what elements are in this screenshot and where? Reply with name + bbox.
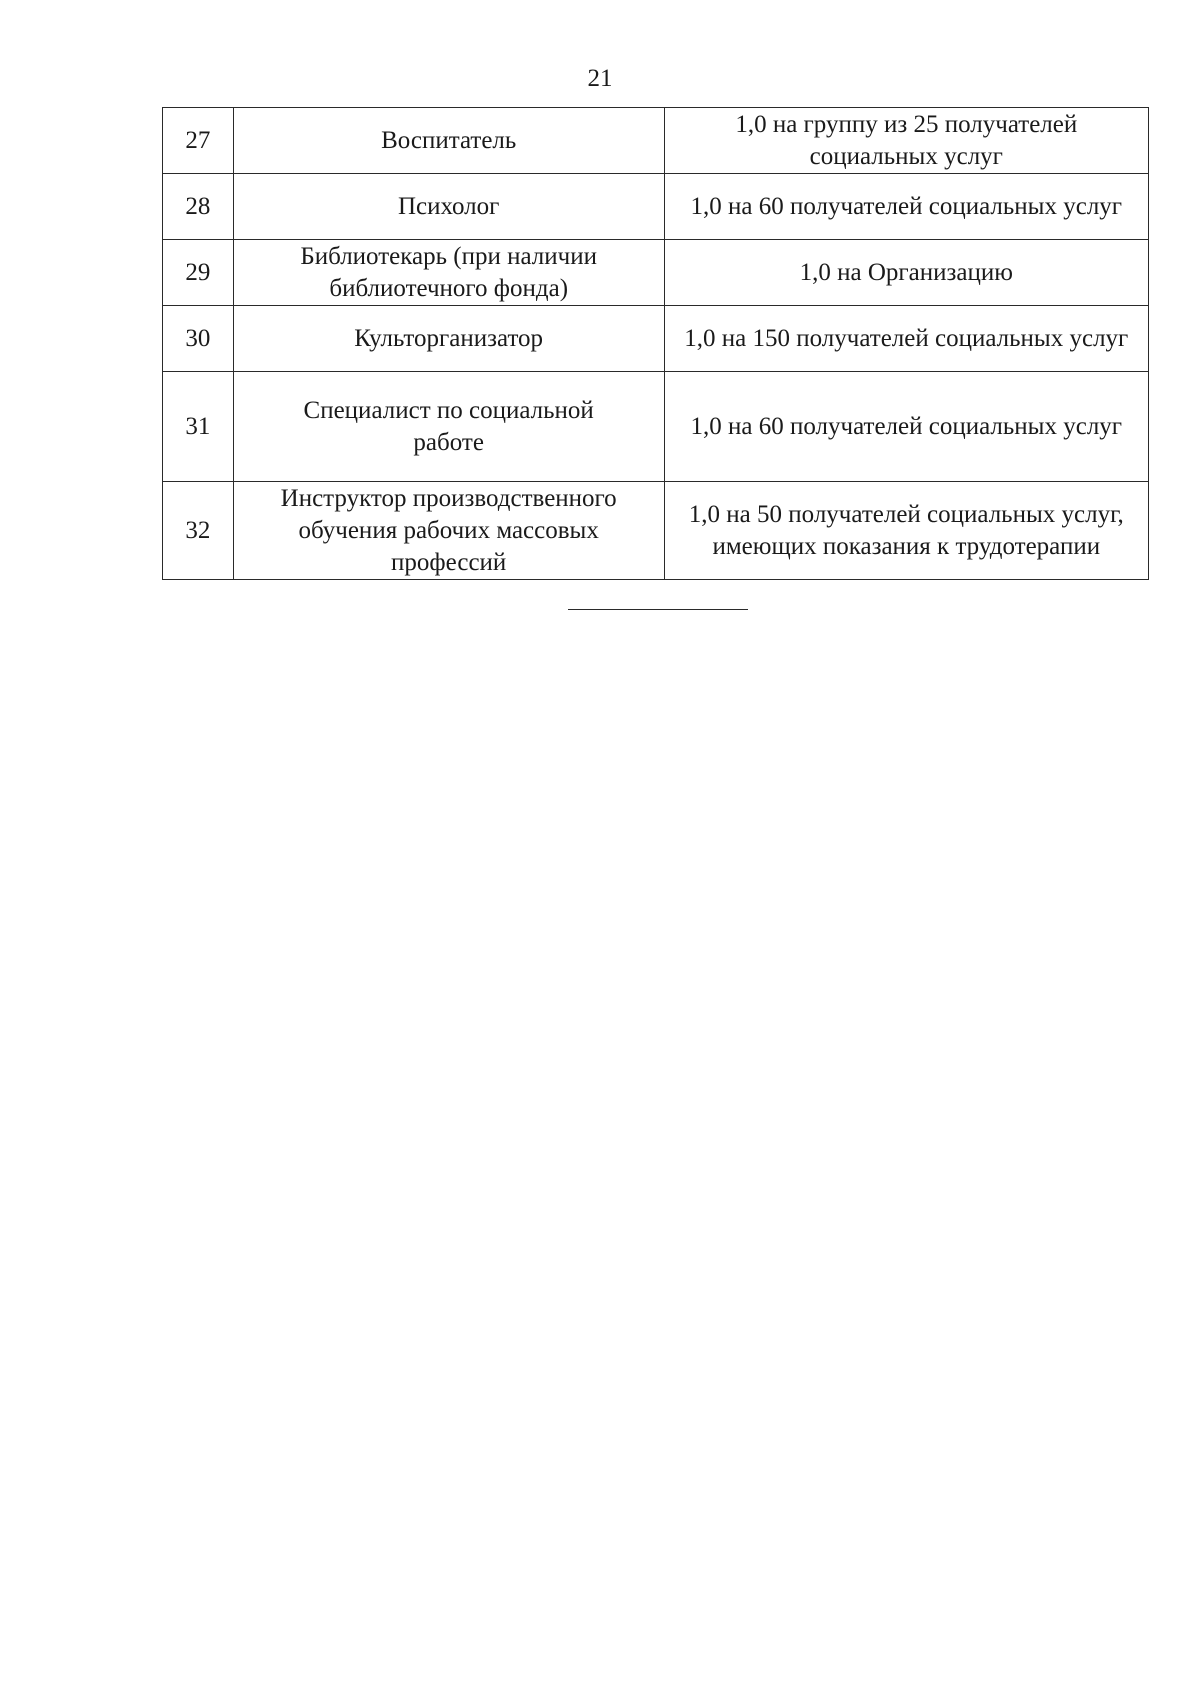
position-title: Психолог: [233, 174, 664, 240]
table-row: [163, 108, 1149, 174]
row-number: 32: [163, 482, 234, 580]
table-row: [163, 482, 1149, 580]
row-number: 28: [163, 174, 234, 240]
position-title: Воспитатель: [233, 108, 664, 174]
row-number: 31: [163, 372, 234, 482]
row-number: 29: [163, 240, 234, 306]
row-number: 30: [163, 306, 234, 372]
staffing-norms-table: [162, 107, 1149, 580]
table-row: [163, 240, 1149, 306]
staffing-norm: 1,0 на 150 получателей социальных услуг: [664, 306, 1148, 372]
page-number: 21: [587, 65, 613, 92]
staffing-norm: 1,0 на 60 получателей социальных услуг: [664, 372, 1148, 482]
staffing-norm: 1,0 на 50 получателей социальных услуг, имеющих показания к трудотерапии: [664, 482, 1148, 580]
table-row: [163, 306, 1149, 372]
position-title: Специалист по социальной работе: [233, 372, 664, 482]
position-title: Культорганизатор: [233, 306, 664, 372]
staffing-norm: 1,0 на группу из 25 получателей социальных услуг: [664, 108, 1148, 174]
table-row: [163, 372, 1149, 482]
row-number: 27: [163, 108, 234, 174]
staffing-norm: 1,0 на 60 получателей социальных услуг: [664, 174, 1148, 240]
staffing-norm: 1,0 на Организацию: [664, 240, 1148, 306]
table-row: [163, 174, 1149, 240]
end-of-document-rule: [568, 609, 748, 610]
position-title: Инструктор производственного обучения рабочих массовых профессий: [233, 482, 664, 580]
position-title: Библиотекарь (при наличии библиотечного фонда): [233, 240, 664, 306]
